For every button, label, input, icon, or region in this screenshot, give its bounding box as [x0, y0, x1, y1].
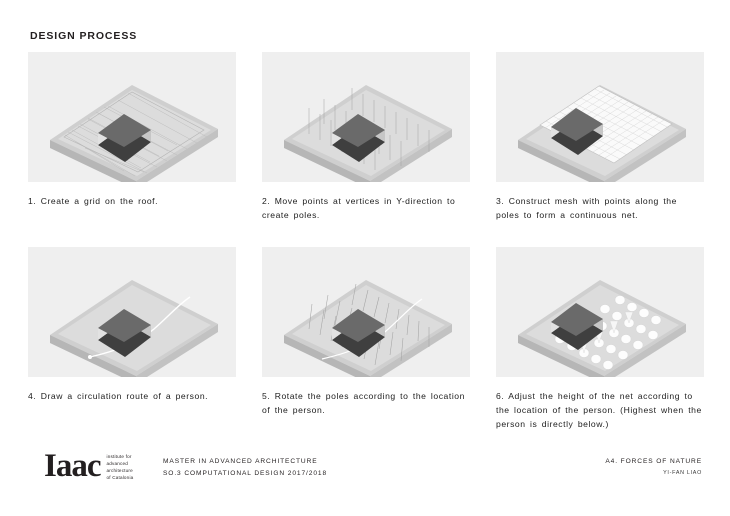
- sheet-footer: [0, 450, 730, 490]
- step-5: [262, 247, 470, 432]
- axonometric-roof-with-poles: [262, 52, 470, 182]
- program-info: [163, 456, 327, 480]
- step-caption: 5. Rotate the poles according to the location of the person.: [262, 391, 465, 415]
- iaac-logo-mark: Iaac: [44, 448, 101, 484]
- page-title: DESIGN PROCESS: [30, 30, 138, 42]
- iaac-logo: [44, 450, 133, 483]
- logo-sub-line: of Catalonia: [106, 474, 134, 480]
- logo-sub-line: institute for: [106, 454, 132, 460]
- step-caption: 3. Construct mesh with points along the poles to form a continuous net.: [496, 196, 677, 220]
- program-line-1: MASTER IN ADVANCED ARCHITECTURE: [163, 458, 318, 465]
- step-4: [28, 247, 236, 432]
- axonometric-roof-with-adjusted-net: [496, 247, 704, 377]
- step-1: [28, 52, 236, 237]
- step-caption: 4. Draw a circulation route of a person.: [28, 391, 209, 401]
- step-3: [496, 52, 704, 237]
- iaac-logo-subtitle: [107, 451, 134, 482]
- steps-grid: [28, 52, 704, 432]
- axonometric-roof-with-circulation-route: [28, 247, 236, 377]
- step-caption: 2. Move points at vertices in Y-direction to create poles.: [262, 196, 456, 220]
- step-caption: 6. Adjust the height of the net according to the location of the person. (Highest when the person is directly below.): [496, 391, 702, 429]
- logo-sub-line: advanced: [106, 461, 129, 467]
- program-line-2: SO.3 COMPUTATIONAL DESIGN 2017/2018: [163, 470, 328, 478]
- step-6: [496, 247, 704, 432]
- project-title: A4. FORCES OF NATURE: [605, 458, 702, 465]
- step-caption: 1. Create a grid on the roof.: [28, 196, 159, 206]
- axonometric-roof-with-mesh-net: [496, 52, 704, 182]
- author-name: YI-FAN LIAO: [663, 470, 702, 477]
- axonometric-roof-with-rotated-poles: [262, 247, 470, 377]
- axonometric-roof-with-grid: [28, 52, 236, 182]
- step-2: [262, 52, 470, 237]
- logo-sub-line: architecture: [106, 468, 133, 473]
- project-info: [605, 456, 702, 478]
